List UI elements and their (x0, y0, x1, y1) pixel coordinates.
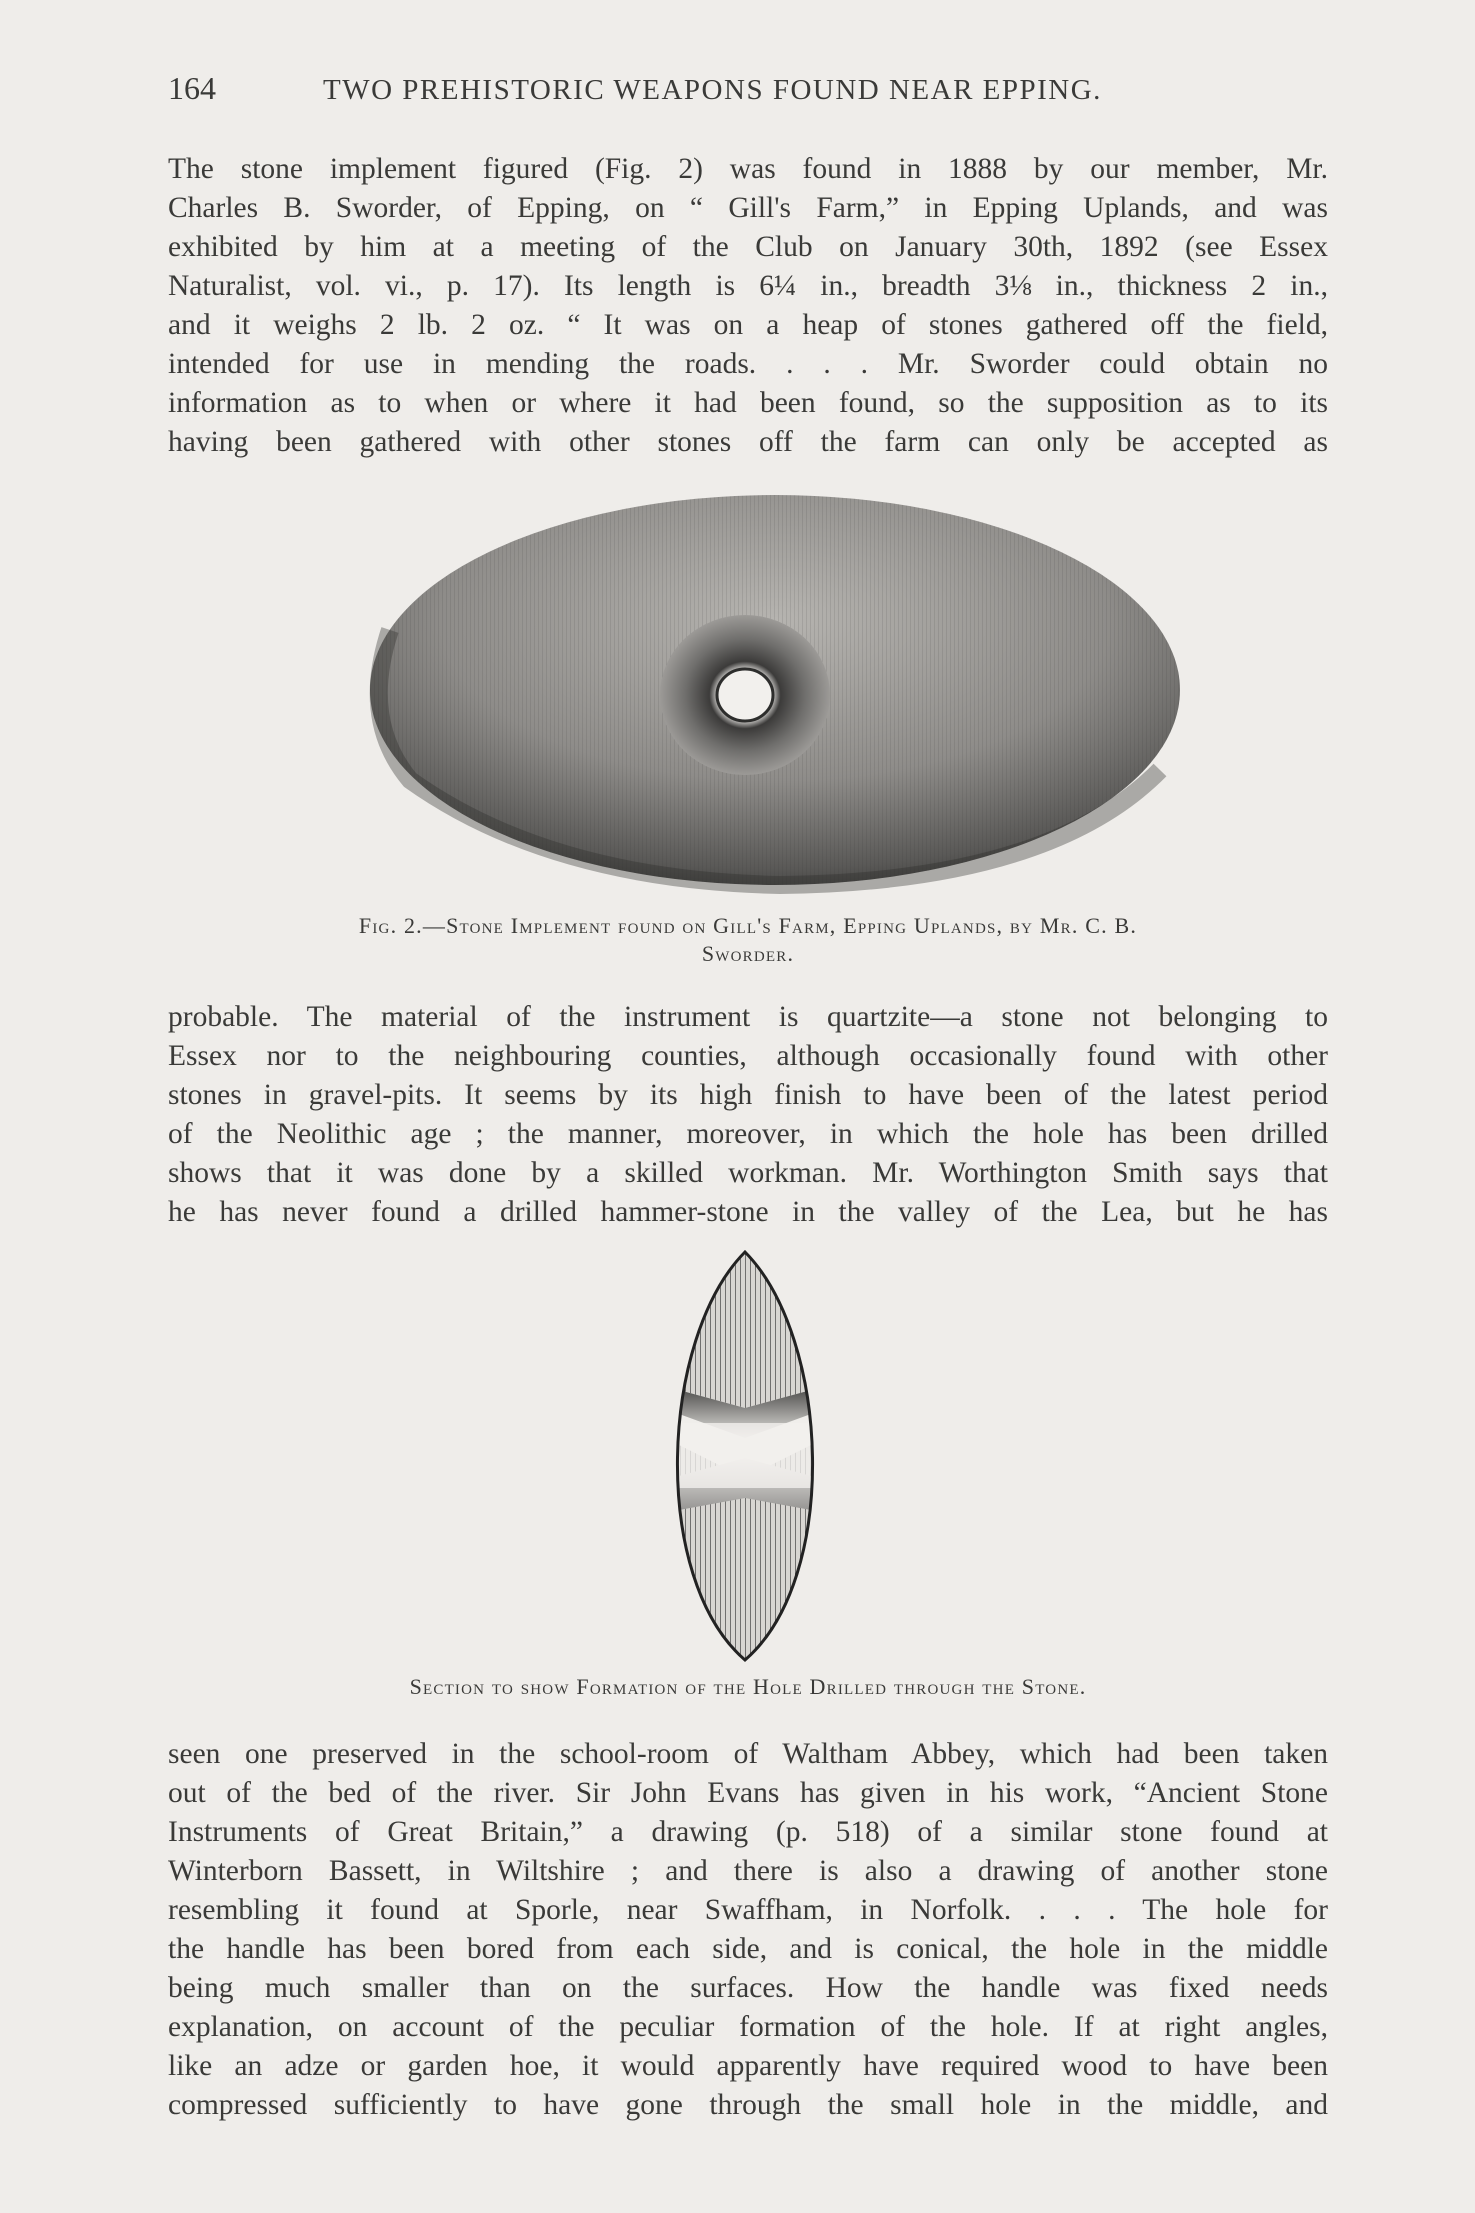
paragraph-2 (168, 998, 1328, 1232)
text-line: Charles B. Sworder, of Epping, on “ Gill's Farm,” in Epping Uplands, and was (168, 192, 1328, 224)
text-line: intended for use in mending the roads. . . . Mr. Sworder could obtain no (168, 348, 1328, 380)
caption-line: Fig. 2.—Stone Implement found on Gill's Farm, Epping Uplands, by Mr. C. B. (358, 913, 1138, 938)
paragraph-1 (168, 150, 1328, 462)
text-line: of the Neolithic age ; the manner, moreover, in which the hole has been drilled (168, 1118, 1328, 1150)
caption-line: Sworder. (701, 941, 795, 966)
text-line: The stone implement figured (Fig. 2) was found in 1888 by our member, Mr. (168, 153, 1328, 185)
figure-2-caption (168, 912, 1328, 968)
text-line: and it weighs 2 lb. 2 oz. “ It was on a heap of stones gathered off the field, (168, 309, 1328, 341)
text-line: he has never found a drilled hammer-stone in the valley of the Lea, but he has (168, 1196, 1328, 1228)
paragraph-3 (168, 1735, 1328, 2125)
text-line: probable. The material of the instrument is quartzite—a stone not belonging to (168, 1001, 1328, 1033)
text-line: information as to when or where it had been found, so the supposition as to its (168, 387, 1328, 419)
text-line: like an adze or garden hoe, it would apparently have required wood to have been (168, 2050, 1328, 2082)
page-number: 164 (168, 70, 216, 106)
running-title: TWO PREHISTORIC WEAPONS FOUND NEAR EPPING. (323, 74, 1102, 106)
text-line: Essex nor to the neighbouring counties, although occasionally found with other (168, 1040, 1328, 1072)
text-line: out of the bed of the river. Sir John Evans has given in his work, “Ancient Stone (168, 1777, 1328, 1809)
stone-implement-figure (350, 480, 1200, 900)
text-line: the handle has been bored from each side, and is conical, the hole in the middle (168, 1933, 1328, 1965)
text-line: Naturalist, vol. vi., p. 17). Its length is 6¼ in., breadth 3⅛ in., thickness 2 in., (168, 270, 1328, 302)
text-line: resembling it found at Sporle, near Swaffham, in Norfolk. . . . The hole for (168, 1894, 1328, 1926)
text-line: shows that it was done by a skilled workman. Mr. Worthington Smith says that (168, 1157, 1328, 1189)
text-line: Winterborn Bassett, in Wiltshire ; and there is also a drawing of another stone (168, 1855, 1328, 1887)
section-caption: Section to show Formation of the Hole Drilled through the Stone. (409, 1674, 1087, 1699)
text-line: having been gathered with other stones off the farm can only be accepted as (168, 426, 1328, 458)
text-line: stones in gravel-pits. It seems by its high finish to have been of the latest period (168, 1079, 1328, 1111)
text-line: being much smaller than on the surfaces. How the handle was fixed needs (168, 1972, 1328, 2004)
text-line: Instruments of Great Britain,” a drawing (p. 518) of a similar stone found at (168, 1816, 1328, 1848)
running-header (168, 70, 1328, 107)
text-line: exhibited by him at a meeting of the Club on January 30th, 1892 (see Essex (168, 231, 1328, 263)
text-line: seen one preserved in the school-room of Waltham Abbey, which had been taken (168, 1738, 1328, 1770)
text-line: explanation, on account of the peculiar formation of the hole. If at right angles, (168, 2011, 1328, 2043)
section-figure (635, 1248, 855, 1664)
text-line: compressed sufficiently to have gone through the small hole in the middle, and (168, 2089, 1328, 2121)
